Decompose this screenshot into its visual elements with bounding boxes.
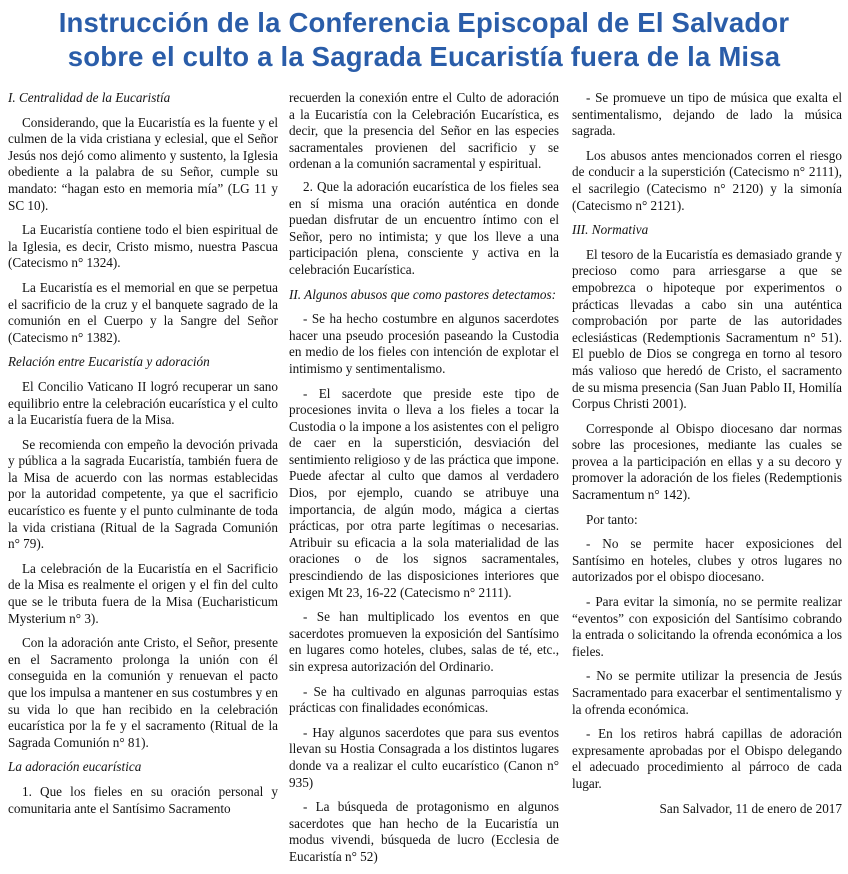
paragraph: La Eucaristía es el memorial en que se perpetua el sacrificio de la cruz y el banquete sagrado de la comunión en el Cuerpo y la Sangre del Señor (Catecismo n° 1382). <box>8 279 278 345</box>
paragraph: Se recomienda con empeño la devoción privada y pública a la sagrada Eucaristía, también fuera de la Misa de acuerdo con las normas establecidas por la autoridad competente, ya que el sacrificio eucarístico es fuente y el punto culminante de toda la vida cristiana (Ritual de la Sagrada Comunión n° 79). <box>8 436 278 552</box>
paragraph: - Se ha hecho costumbre en algunos sacerdotes hacer una pseudo procesión paseando la Custodia en medio de los fieles con intención de explotar el intimismo y sentimentalismo. <box>289 311 559 376</box>
column-2 <box>289 90 559 874</box>
section-heading: II. Algunos abusos que como pastores detectamos: <box>289 286 557 302</box>
paragraph: - Para evitar la simonía, no se permite realizar “eventos” con exposición del Santísimo cobrando la entrada o solicitando la ofrenda económica a los fieles. <box>572 594 842 659</box>
section-heading: La adoración eucarística <box>8 759 142 775</box>
paragraph: - No se permite utilizar la presencia de Jesús Sacramentado para exacerbar el sentimentalismo y la ofrenda económica. <box>572 668 842 717</box>
paragraph: - En los retiros habrá capillas de adoración expresamente aprobadas por el Obispo delegando el adecuado procedimiento al párroco de cada lugar. <box>572 726 842 791</box>
column-3 <box>572 90 842 825</box>
paragraph: - La búsqueda de protagonismo en algunos sacerdotes que han hecho de la Eucaristía un modus vivendi, búsqueda de lucro (Ecclesia de Eucaristía n° 52) <box>289 799 559 864</box>
paragraph: Corresponde al Obispo diocesano dar normas sobre las procesiones, mediante las cuales se provea a la participación en ellas y a su decoro y promover la adoración de los fieles (Redemptionis Sacramentum n° 142). <box>572 420 842 503</box>
signature-line: San Salvador, 11 de enero de 2017 <box>659 800 842 816</box>
document-title <box>0 6 848 74</box>
paragraph: - No se permite hacer exposiciones del Santísimo en hoteles, clubes y otros lugares no autorizados por el obispo diocesano. <box>572 536 842 585</box>
paragraph: La Eucaristía contiene todo el bien espiritual de la Iglesia, es decir, Cristo mismo, nuestra Pascua (Catecismo n° 1324). <box>8 222 278 271</box>
paragraph: Considerando, que la Eucaristía es la fuente y el culmen de la vida cristiana y eclesial, que el Señor Jesús nos dejó como alimento y sustento, la Iglesia obediente a la palabra de su Señor, cumple su mandato: “hagan esto en memoria mía” (LG 11 y SC 10). <box>8 114 278 213</box>
section-heading: I. Centralidad de la Eucaristía <box>8 90 171 105</box>
paragraph: - Se promueve un tipo de música que exalta el sentimentalismo, dejando de lado la música sagrada. <box>572 90 842 139</box>
paragraph: Los abusos antes mencionados corren el riesgo de conducir a la superstición (Catecismo n° 2111), el sacrilegio (Catecismo n° 2120) y la simonía (Catecismo n° 2121). <box>572 147 842 213</box>
paragraph: - Hay algunos sacerdotes que para sus eventos llevan su Hostia Consagrada a los distintos lugares donde va a realizar el culto eucarístico (Canon n° 935) <box>289 724 559 790</box>
section-heading: III. Normativa <box>572 222 649 238</box>
paragraph: - El sacerdote que preside este tipo de procesiones invita o lleva a los fieles a tocar la Custodia o la impone a los asistentes con el peligro de caer en la superstición, desviación del sentimiento religioso y de las práctica que impone. Puede afectar al culto que damos al verdadero Dios, por ejemplo, cuando se atribuye una importancia, de algún modo, mágica a ciertas prácticas, por otra parte legítimas o necesarias. Atribuir su eficacia a la sola materialidad de las oraciones o de los signos sacramentales, prescindiendo de las disposiciones interiores que exigen Mt 23, 16-22 (Catecismo n° 2111). <box>289 385 559 600</box>
paragraph: - Se han multiplicado los eventos en que sacerdotes promueven la exposición del Santísimo en lugares como hoteles, clubes, salas de té, etc., sin expresa autorización del Ordinario. <box>289 609 559 674</box>
paragraph: Con la adoración ante Cristo, el Señor, presente en el Sacramento prolonga la unión con él conseguida en la comunión y renuevan el pacto que los impulsa a mantener en sus costumbres y en su vida lo que han recibido en la celebración eucarística por la fe y el sacramento (Ritual de la Sagrada Comunión n° 81). <box>8 635 278 750</box>
paragraph: 1. Que los fieles en su oración personal y comunitaria ante el Santísimo Sacramento <box>8 783 278 816</box>
paragraph: - Se ha cultivado en algunas parroquias estas prácticas con finalidades económicas. <box>289 683 559 716</box>
paragraph: 2. Que la adoración eucarística de los fieles sea en sí misma una oración auténtica en donde puedan disfrutar de un encuentro íntimo con el Señor, pero no intimista; y que los lleve a una participación plena, consciente y activa en la celebración Eucarística. <box>289 178 559 277</box>
title-line-2: sobre el culto a la Sagrada Eucaristía fuera de la Misa <box>67 41 781 72</box>
paragraph: La celebración de la Eucaristía en el Sacrificio de la Misa es realmente el origen y el fin del culto que se le tributa fuera de la Misa (Eucharisticum Mysterium n° 3). <box>8 560 278 626</box>
section-heading: Relación entre Eucaristía y adoración <box>8 354 210 370</box>
paragraph: recuerden la conexión entre el Culto de adoración a la Eucaristía con la Celebración Eucarística, es decir, que la presencia del Señor en las especies sacramentales provienen del sacrificio y se ordenan a la comunión sacramental y espiritual. <box>289 90 559 172</box>
title-line-1: Instrucción de la Conferencia Episcopal de El Salvador <box>58 7 790 38</box>
paragraph: Por tanto: <box>586 511 638 527</box>
paragraph: El Concilio Vaticano II logró recuperar un sano equilibrio entre la celebración eucarística y el culto a la Eucaristía fuera de la Misa. <box>8 378 278 428</box>
column-1 <box>8 90 278 825</box>
paragraph: El tesoro de la Eucaristía es demasiado grande y precioso como para arriesgarse a que se empobrezca o hipoteque por experimentos o prácticas llevadas a cabo sin una auténtica comprobación por parte de las autoridades eclesiásticas (Redemptionis Sacramentum n° 51). El pueblo de Dios se congrega en torno al tesoro más valioso que heredó de Cristo, el sacramento de su misma presencia (San Juan Pablo II, Homilía Corpus Christi 2001). <box>572 246 842 412</box>
